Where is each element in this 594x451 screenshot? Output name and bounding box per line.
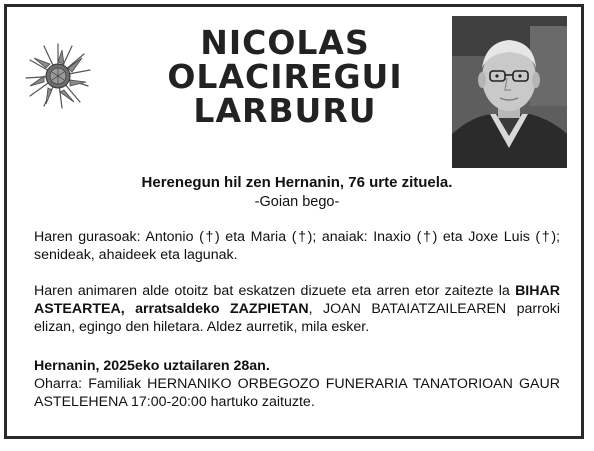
- closing-paragraph: [34, 357, 560, 411]
- funeral-day-time: BIHAR ASTEARTEA, arratsaldeko ZAZPIETAN: [34, 283, 560, 317]
- rest-in-peace: -Goian bego-: [254, 194, 340, 210]
- invitation-text-1: Haren animaren alde otoitz bat eskatzen dizuete eta arren etor zaitezte la: [34, 283, 516, 299]
- family-paragraph: Haren gurasoak: Antonio (†) eta Maria (†); anaiak: Inaxio (†) eta Joxe Luis (†); senideak, ahaideek eta lagunak.: [34, 229, 560, 263]
- death-announcement: Herenegun hil zen Hernanin, 76 urte zituela.: [141, 174, 453, 191]
- place-date: Hernanin, 2025eko uztailaren 28an.: [34, 358, 270, 374]
- thistle-flower-icon: [22, 40, 94, 112]
- name-line-3: LARBURU: [193, 91, 377, 130]
- invitation-paragraph: [34, 282, 560, 336]
- portrait-photo: [452, 16, 567, 168]
- deceased-name: [150, 23, 420, 130]
- name-line-2: OLACIREGUI: [167, 57, 403, 96]
- funeral-home-note: Oharra: Familiak HERNANIKO ORBEGOZO FUNERARIA TANATORIOAN GAUR ASTELEHENA 17:00-20:00 hartuko zaituzte.: [34, 376, 560, 410]
- name-line-1: NICOLAS: [200, 23, 370, 62]
- invitation-text-2: , JOAN BATAIATZAILEAREN parroki elizan, egingo den hiletara. Aldez aurretik, mila esker.: [34, 301, 561, 335]
